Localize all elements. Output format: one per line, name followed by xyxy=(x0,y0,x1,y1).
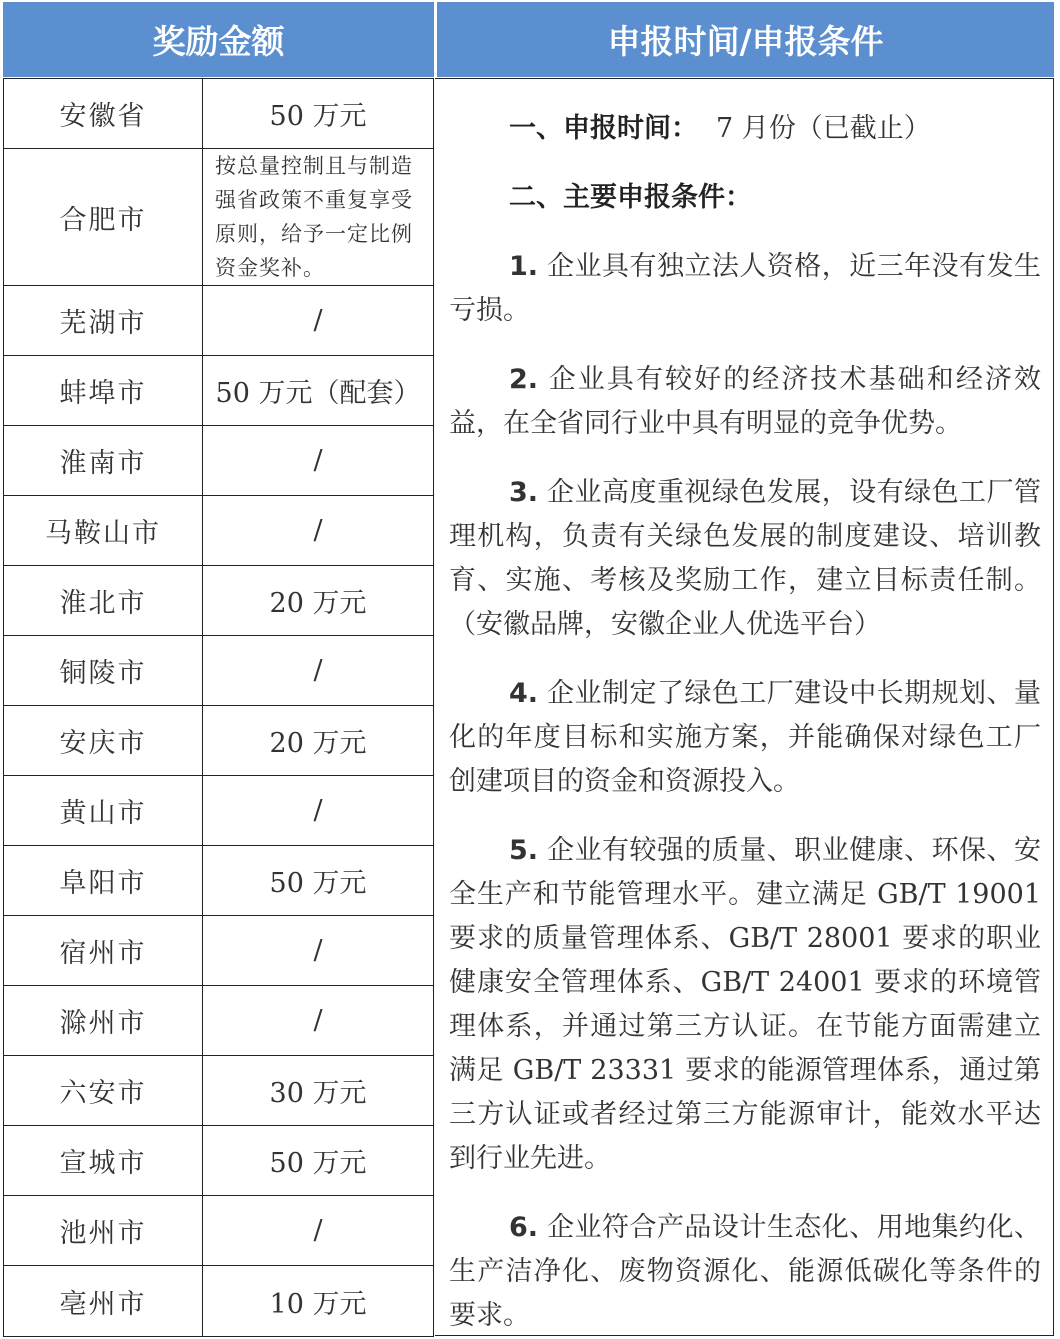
city-cell: 宿州市 xyxy=(3,916,203,985)
condition-number: 2. xyxy=(509,364,539,395)
amount-cell: 50 万元 xyxy=(203,846,434,915)
condition-text: 企业具有独立法人资格，近三年没有发生亏损。 xyxy=(449,251,1041,326)
city-cell: 宣城市 xyxy=(3,1126,203,1195)
condition-item xyxy=(449,245,1041,333)
table-row xyxy=(3,776,434,846)
table-row xyxy=(3,636,434,706)
header-application-conditions: 申报时间/申报条件 xyxy=(437,2,1054,77)
table-row xyxy=(3,79,434,149)
amount-cell: 20 万元 xyxy=(203,566,434,635)
condition-item xyxy=(449,672,1041,804)
amount-cell: 10 万元 xyxy=(203,1266,434,1336)
amount-cell: 按总量控制且与制造强省政策不重复享受原则，给予一定比例资金奖补。 xyxy=(203,149,434,285)
amount-cell: / xyxy=(203,986,434,1055)
amount-cell: / xyxy=(203,1196,434,1265)
city-cell: 池州市 xyxy=(3,1196,203,1265)
amount-cell: / xyxy=(203,426,434,495)
amount-cell: 30 万元 xyxy=(203,1056,434,1125)
condition-item xyxy=(449,1206,1041,1338)
condition-number: 4. xyxy=(509,678,539,709)
amount-cell: / xyxy=(203,916,434,985)
table-row xyxy=(3,1266,434,1337)
amount-cell: / xyxy=(203,776,434,845)
amount-cell: 50 万元 xyxy=(203,1126,434,1195)
table-row xyxy=(3,356,434,426)
condition-number: 5. xyxy=(509,835,539,866)
city-cell: 合肥市 xyxy=(3,149,203,285)
table-row xyxy=(3,286,434,356)
table-row xyxy=(3,1196,434,1266)
application-time-value: 7 月份（已截止） xyxy=(716,113,931,144)
amount-cell: / xyxy=(203,636,434,705)
condition-text: 企业具有较好的经济技术基础和经济效益，在全省同行业中具有明显的竞争优势。 xyxy=(449,364,1041,439)
city-cell: 阜阳市 xyxy=(3,846,203,915)
condition-item xyxy=(449,358,1041,446)
table-row xyxy=(3,149,434,286)
city-cell: 淮南市 xyxy=(3,426,203,495)
city-cell: 马鞍山市 xyxy=(3,496,203,565)
table-row xyxy=(3,426,434,496)
conditions-panel xyxy=(435,78,1054,1336)
city-cell: 黄山市 xyxy=(3,776,203,845)
condition-number: 1. xyxy=(509,251,539,282)
table-row xyxy=(3,706,434,776)
city-cell: 六安市 xyxy=(3,1056,203,1125)
table-row xyxy=(3,846,434,916)
amount-cell: 20 万元 xyxy=(203,706,434,775)
city-cell: 蚌埠市 xyxy=(3,356,203,425)
reward-table xyxy=(3,78,434,1336)
condition-number: 6. xyxy=(509,1212,539,1243)
table-row xyxy=(3,566,434,636)
city-cell: 安庆市 xyxy=(3,706,203,775)
condition-text: 企业有较强的质量、职业健康、环保、安全生产和节能管理水平。建立满足 GB/T 19001 要求的质量管理体系、GB/T 28001 要求的职业健康安全管理体系、GB/T 24001 要求的环境管理体系，并通过第三方认证。在节能方面需建立满足 GB/T 23331 要求的能源管理体系，通过第三方认证或者经过第三方能源审计，能效水平达到行业先进。 xyxy=(449,835,1041,1174)
table-row xyxy=(3,986,434,1056)
condition-text: 企业制定了绿色工厂建设中长期规划、量化的年度目标和实施方案，并能确保对绿色工厂创建项目的资金和资源投入。 xyxy=(449,678,1041,797)
city-cell: 铜陵市 xyxy=(3,636,203,705)
condition-number: 3. xyxy=(509,477,539,508)
city-cell: 淮北市 xyxy=(3,566,203,635)
city-cell: 安徽省 xyxy=(3,79,203,148)
condition-item xyxy=(449,471,1041,647)
amount-cell: 50 万元（配套） xyxy=(203,356,434,425)
city-cell: 滁州市 xyxy=(3,986,203,1055)
table-row xyxy=(3,1126,434,1196)
application-time-label: 一、申报时间： xyxy=(509,113,698,144)
amount-cell: / xyxy=(203,286,434,355)
header-reward-amount: 奖励金额 xyxy=(3,2,434,77)
table-row xyxy=(3,916,434,986)
table-row xyxy=(3,1056,434,1126)
city-cell: 亳州市 xyxy=(3,1266,203,1336)
city-cell: 芜湖市 xyxy=(3,286,203,355)
condition-text: 企业符合产品设计生态化、用地集约化、生产洁净化、废物资源化、能源低碳化等条件的要求。 xyxy=(449,1212,1041,1331)
table-row xyxy=(3,496,434,566)
amount-cell: / xyxy=(203,496,434,565)
amount-cell: 50 万元 xyxy=(203,79,434,148)
condition-item xyxy=(449,829,1041,1181)
condition-text: 企业高度重视绿色发展，设有绿色工厂管理机构，负责有关绿色发展的制度建设、培训教育、实施、考核及奖励工作，建立目标责任制。（安徽品牌，安徽企业人优选平台） xyxy=(449,477,1041,640)
application-time xyxy=(449,107,1041,151)
conditions-heading: 二、主要申报条件： xyxy=(509,182,752,213)
